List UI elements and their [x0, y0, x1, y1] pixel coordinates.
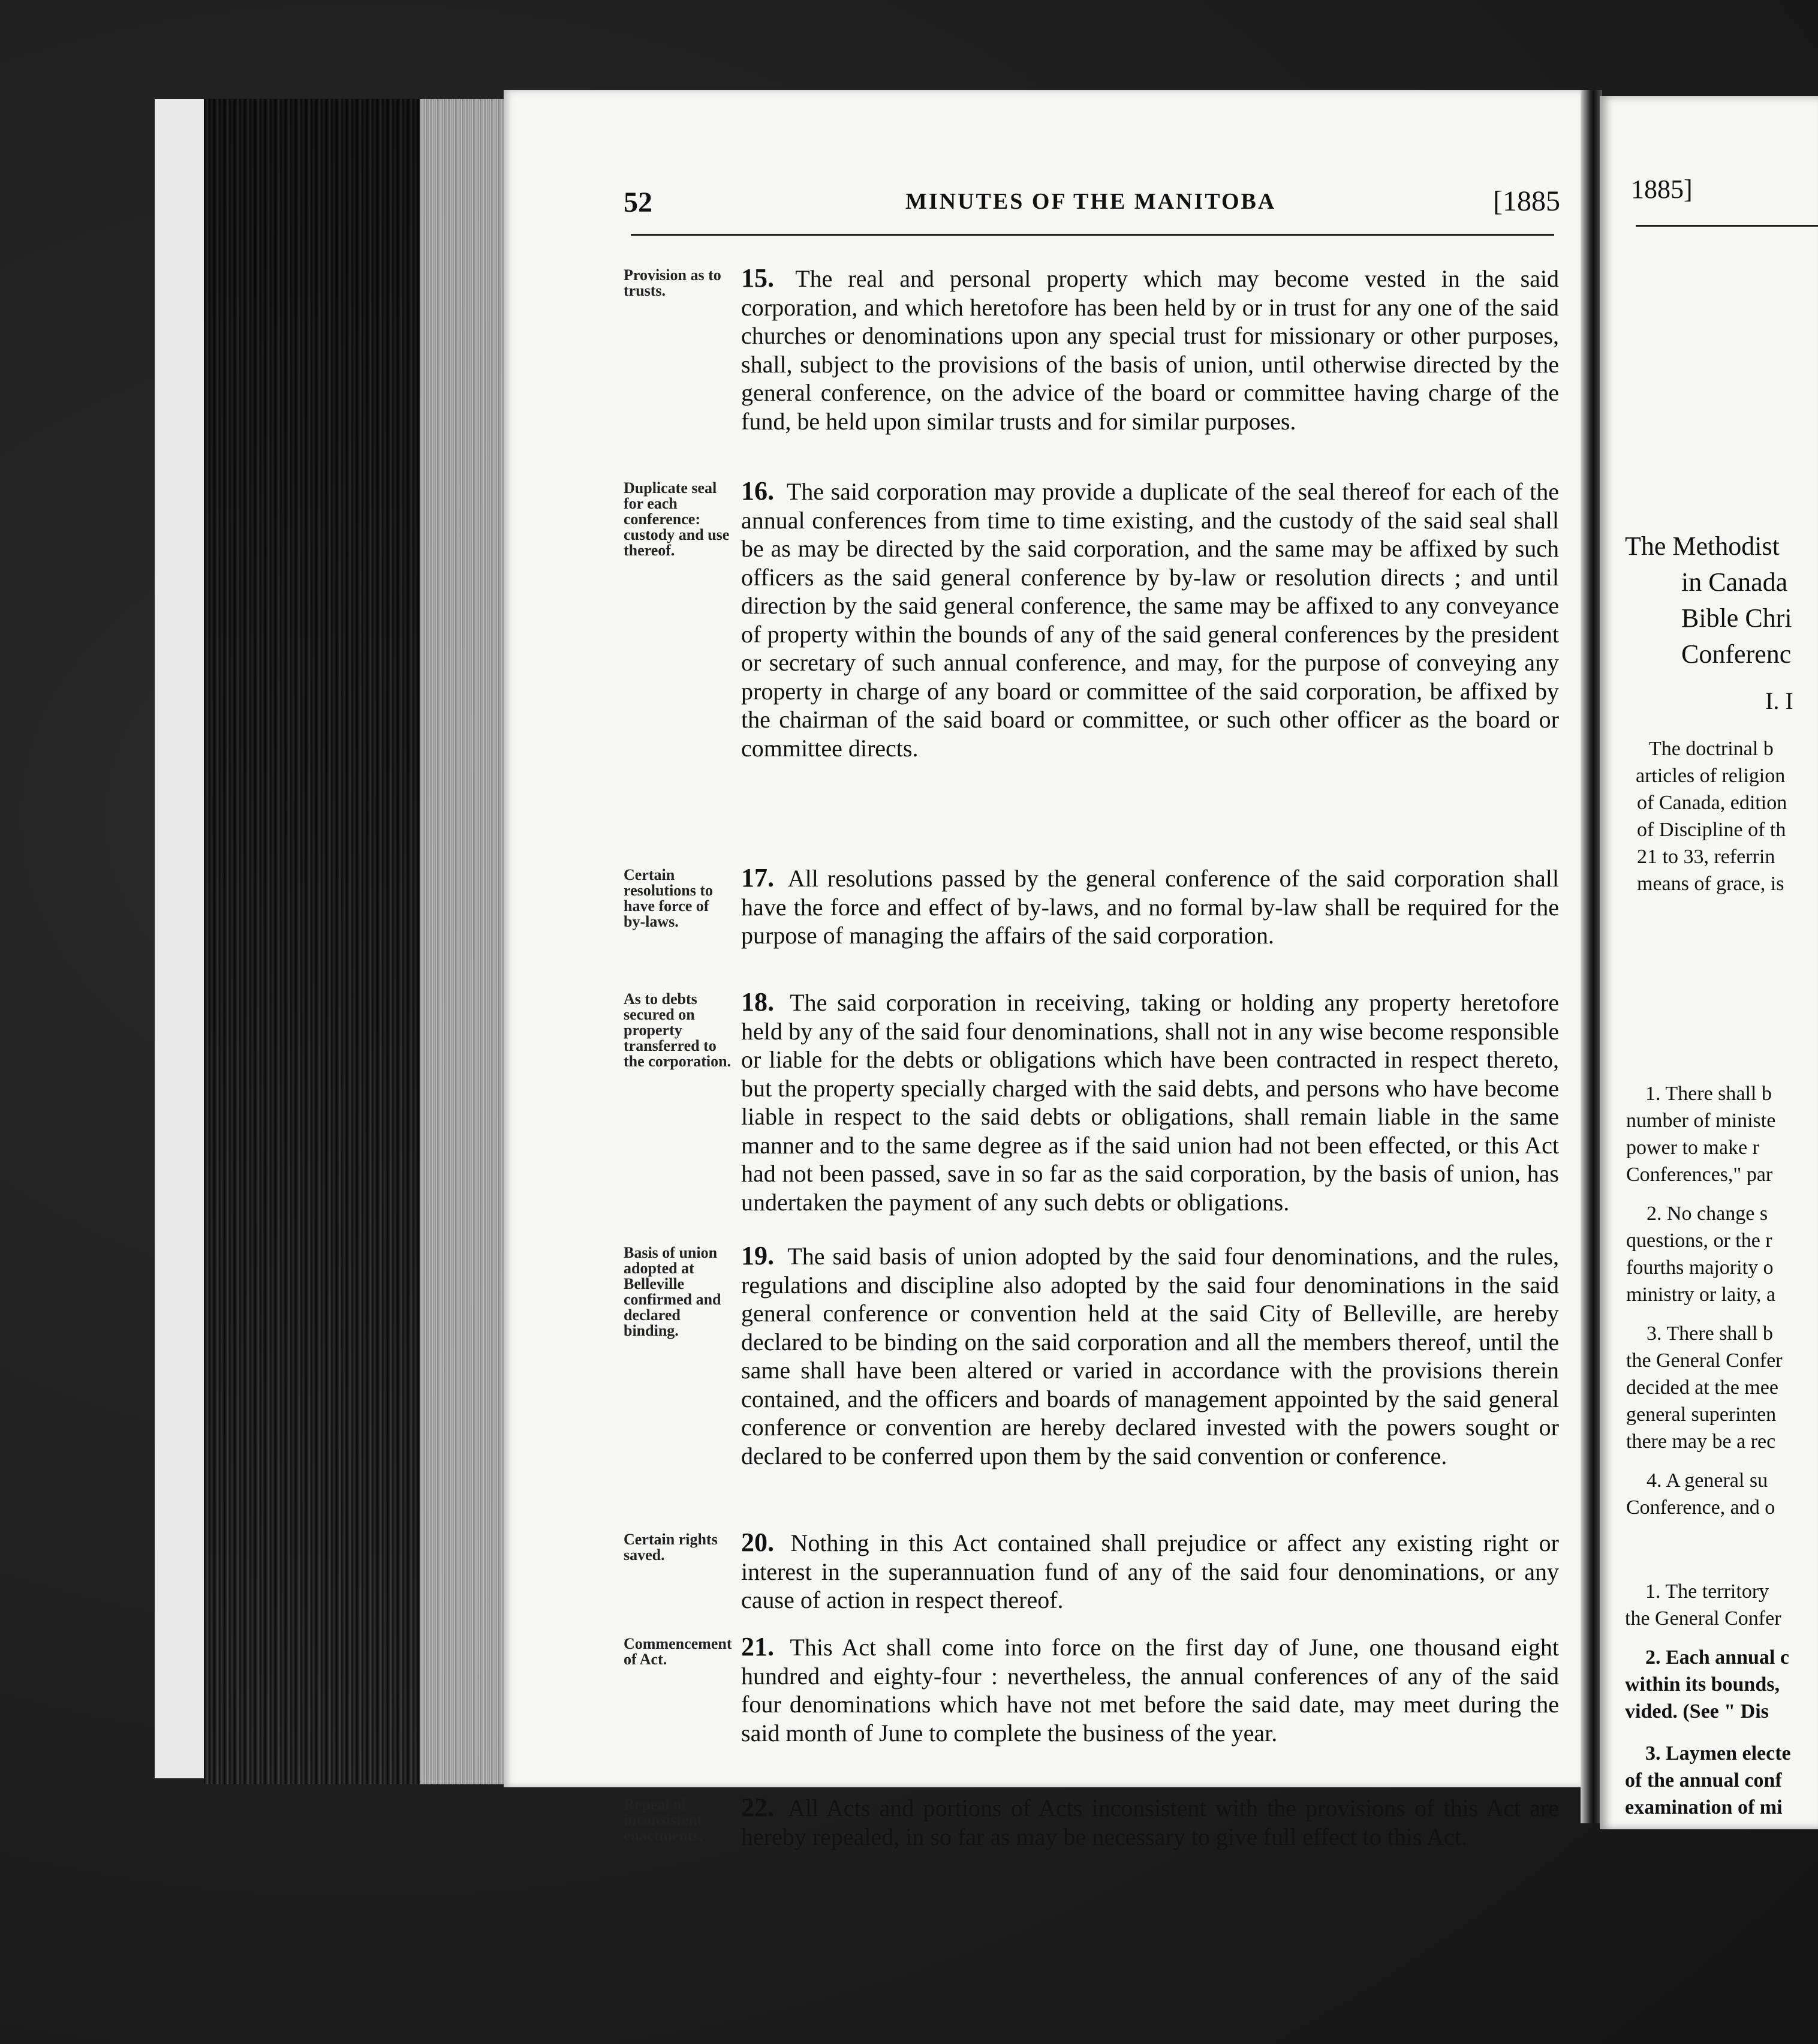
right-text-line: of Canada, edition: [1637, 792, 1787, 814]
section-text: [741, 1793, 1559, 1851]
section-body: All Acts and portions of Acts inconsistent with the provisions of this Act are hereby repealed, in so far as may be necessary to give full effect to this Act.: [741, 1794, 1559, 1850]
section-number: 22.: [741, 1793, 774, 1822]
right-text-line: number of ministe: [1626, 1110, 1776, 1132]
right-page-rule: [1636, 225, 1818, 227]
section-text: [741, 1242, 1559, 1470]
section-number: 21.: [741, 1632, 774, 1661]
right-text-line: 3. There shall b: [1647, 1322, 1773, 1345]
margin-note: Basis of union adopted at Belleville confirmed and declared binding.: [624, 1244, 721, 1339]
right-text-line: of Discipline of th: [1637, 819, 1786, 841]
section-text: [741, 477, 1559, 762]
section-body: All resolutions passed by the general conference of the said corporation shall have the force and effect of by-laws, and no formal by-law shall be required for the purpose of managing the affairs of the said corporation.: [741, 865, 1559, 949]
section-number: 20.: [741, 1528, 774, 1557]
section-text: [741, 264, 1559, 435]
right-text-line: 4. A general su: [1647, 1469, 1768, 1492]
running-title: MINUTES OF THE MANITOBA: [905, 189, 1277, 214]
right-text-line: Conferences," par: [1626, 1164, 1773, 1186]
right-text-line: ministry or laity, a: [1626, 1283, 1775, 1306]
right-page: [1600, 96, 1818, 1829]
right-text-line: articles of religion: [1636, 765, 1786, 787]
right-roman-heading: I. I: [1765, 687, 1793, 714]
right-text-line: the General Confer: [1625, 1607, 1781, 1630]
right-text-line: Conference, and o: [1626, 1496, 1775, 1519]
section-number: 19.: [741, 1241, 774, 1270]
margin-note: Duplicate seal for each conference: custody and use thereof.: [624, 479, 730, 559]
section-text: [741, 988, 1559, 1216]
right-page-year: 1885]: [1631, 175, 1693, 204]
right-text-line: there may be a rec: [1626, 1430, 1776, 1453]
section-body: The real and personal property which may become vested in the said corporation, and which heretofore has been held by or in trust for any one of the said churches or denominations upon any special trust for missionary or other purposes, shall, subject to the provisions of the basis of union, until otherwise directed by the general conference, on the advice of the board or committee having charge of the fund, be held upon similar trusts and for similar purposes.: [741, 265, 1559, 435]
right-text-line: general superinten: [1626, 1403, 1777, 1426]
right-heading-line: in Canada: [1681, 567, 1788, 597]
margin-note: As to debts secured on property transferred to the corporation.: [624, 990, 732, 1070]
book-left-margin: [155, 99, 204, 1778]
right-heading-line: The Methodist: [1625, 531, 1780, 561]
book-gutter: [1581, 90, 1602, 1823]
right-heading-line: Conferenc: [1681, 639, 1792, 669]
section-body: The said basis of union adopted by the said four denominations, and the rules, regulations and discipline also adopted by the said four denominations in the said general conference or convention held at the said City of Belleville, are hereby declared to be binding on the said corporation and all the members thereof, until the same shall have been altered or varied in accordance with the provisions therein contained, and the officers and boards of management appointed by the said general conference or convention are hereby declared invested with the powers sought or declared to be conferred upon them by the said convention or conference.: [741, 1243, 1559, 1469]
section-text: [741, 1633, 1559, 1747]
right-text-line: power to make r: [1626, 1137, 1759, 1159]
margin-note: Certain rights saved.: [624, 1531, 718, 1564]
section-number: 16.: [741, 476, 774, 506]
margin-note: Certain resolutions to have force of by-laws.: [624, 866, 714, 930]
right-text-line: 1. The territory: [1645, 1580, 1769, 1603]
section-number: 15.: [741, 263, 774, 293]
section-number: 18.: [741, 987, 774, 1017]
right-text-line: The doctrinal b: [1649, 738, 1774, 760]
section-number: 17.: [741, 863, 774, 892]
right-text-line: examination of mi: [1625, 1796, 1783, 1818]
right-text-line: decided at the mee: [1626, 1376, 1778, 1399]
page-number: 52: [624, 187, 652, 218]
running-head: [624, 178, 1559, 226]
section-body: Nothing in this Act contained shall prejudice or affect any existing right or interest in the superannuation fund of any of the said four denominations, or any cause of action in respect thereof.: [741, 1529, 1559, 1613]
margin-note: Repeal of inconsistent enactments.: [624, 1796, 703, 1844]
section-text: [741, 864, 1559, 950]
right-text-line: 1. There shall b: [1645, 1083, 1772, 1105]
header-rule: [631, 234, 1554, 236]
running-year: [1885: [1493, 185, 1560, 217]
right-text-line: vided. (See " Dis: [1625, 1700, 1769, 1723]
right-text-line: questions, or the r: [1626, 1230, 1772, 1252]
right-heading-line: Bible Chri: [1681, 603, 1792, 633]
section-body: The said corporation in receiving, taking or holding any property heretofore held by any of the said four denominations, shall not in any wise become responsible or liable for the debts or obligations which have been contracted in respect thereto, but the property specially charged with the said debts, and persons who have become liable in respect to the said debts or obligations, shall remain liable in the same manner and to the same degree as if the said union had not been effected, or this Act had not been passed, save in so far as the said corporation, by the basis of union, has undertaken the payment of any such debts or obligations.: [741, 989, 1560, 1216]
right-text-line: of the annual conf: [1625, 1769, 1782, 1791]
right-text-line: means of grace, is: [1637, 873, 1784, 895]
right-text-line: 2. No change s: [1647, 1203, 1768, 1225]
margin-note: Commencement of Act.: [624, 1635, 732, 1668]
right-text-line: 2. Each annual c: [1645, 1646, 1789, 1669]
section-text: [741, 1528, 1559, 1615]
right-text-line: fourths majority o: [1626, 1257, 1774, 1279]
right-text-line: the General Confer: [1626, 1349, 1783, 1372]
section-body: The said corporation may provide a duplicate of the seal thereof for each of the annual conferences from time to time existing, and the custody of the said seal shall be as may be directed by the said corporation, and the same may be affixed by such officers as the said general conference by by-law or resolution directs ; and until direction by the said general conference, the same may be affixed to any conveyance of property within the bounds of any of the said general conferences by the president or secretary of such annual conference, and may, for the purpose of conveying any property in charge of any board or committee of the said corporation, be affixed by the chairman of the said board or committee, or such other officer as the board or committee directs.: [741, 478, 1559, 762]
right-text-line: 21 to 33, referrin: [1637, 846, 1775, 868]
margin-note: Provision as to trusts.: [624, 266, 721, 299]
section-body: This Act shall come into force on the first day of June, one thousand eight hundred and eighty-four : nevertheless, the annual conferences of any of the said four denominations which have not met before the said date, may meet during the said month of June to complete the business of the year.: [741, 1634, 1559, 1747]
book-page-edges: [204, 99, 504, 1784]
right-text-line: 3. Laymen electe: [1645, 1742, 1791, 1765]
right-text-line: within its bounds,: [1625, 1673, 1780, 1696]
